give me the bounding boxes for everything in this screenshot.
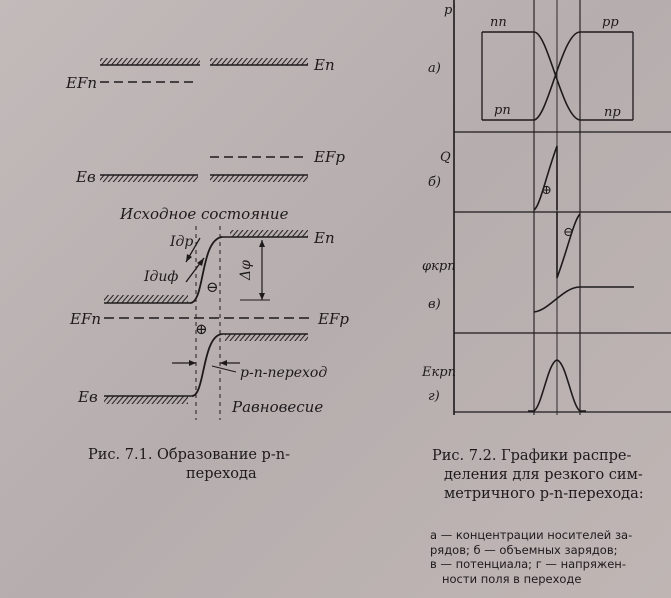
label-b-plus: ⊕ bbox=[541, 183, 552, 198]
fig1-initial-state bbox=[100, 58, 308, 182]
figure-7-2-caption bbox=[432, 447, 668, 504]
label-ef-left-top: EFп bbox=[66, 74, 98, 92]
right-conduction-hatch bbox=[210, 58, 308, 65]
caption2-line1: Рис. 7.2. Графики распре- bbox=[432, 448, 632, 464]
right-valence-hatch bbox=[210, 175, 308, 182]
label-b-minus: ⊖ bbox=[563, 225, 574, 240]
caption1-line1: Рис. 7.1. Образование p-n- bbox=[88, 447, 290, 463]
label-ef-right-eq: EFр bbox=[318, 310, 349, 328]
figure-7-2-legend bbox=[430, 528, 670, 586]
legend-line3: в — потенциала; г — напряжен- bbox=[430, 557, 626, 571]
label-pp: pр bbox=[602, 15, 619, 30]
letter-c: в) bbox=[428, 297, 441, 312]
axis-c: φкрп bbox=[422, 259, 456, 274]
fig1-equilibrium bbox=[104, 226, 312, 420]
figure-7-1-caption bbox=[88, 446, 398, 484]
label-plus-charge: ⊕ bbox=[195, 320, 208, 338]
caption2-line3: метричного p-n-перехода: bbox=[444, 486, 644, 502]
axis-d: Eкрп bbox=[422, 365, 456, 380]
letter-d: г) bbox=[428, 389, 440, 404]
left-conduction-hatch bbox=[100, 58, 200, 65]
letter-a: а) bbox=[428, 61, 441, 76]
label-pn: pп bbox=[494, 103, 511, 118]
legend-line1: а — концентрации носителей за- bbox=[430, 528, 633, 542]
caption1-line2: перехода bbox=[186, 466, 257, 482]
label-delta-phi: Δφ bbox=[238, 260, 254, 280]
label-minus-charge: ⊖ bbox=[206, 278, 219, 296]
label-ec-right-top: Eп bbox=[314, 56, 335, 74]
label-nn: nп bbox=[490, 15, 507, 30]
potential-curve bbox=[534, 287, 634, 312]
label-np: nр bbox=[604, 105, 621, 120]
label-ev-left-eq: Eв bbox=[78, 388, 98, 406]
label-i-dr: Iдр bbox=[170, 234, 194, 250]
label-equilibrium: Равновесие bbox=[232, 398, 324, 416]
label-initial-state: Исходное состояние bbox=[120, 205, 289, 223]
fig2-graphs bbox=[454, 0, 671, 415]
label-ef-right-top: EFр bbox=[314, 148, 345, 166]
letter-b: б) bbox=[428, 175, 442, 190]
axis-a: p' bbox=[444, 3, 456, 18]
left-valence-hatch bbox=[100, 175, 198, 182]
axis-b: Q bbox=[440, 150, 451, 165]
charge-positive bbox=[534, 146, 557, 210]
label-junction: р-п-переход bbox=[240, 365, 328, 381]
caption2-line2: деления для резкого сим- bbox=[444, 467, 643, 483]
label-i-dif: Iдиф bbox=[144, 269, 179, 285]
label-ef-left-eq: EFп bbox=[70, 310, 102, 328]
label-ec-right-eq: Eп bbox=[314, 229, 335, 247]
charge-negative bbox=[557, 212, 580, 278]
legend-line4: ности поля в переходе bbox=[442, 571, 582, 586]
legend-line2: рядов; б — объемных зарядов; bbox=[430, 542, 618, 557]
label-ev-left-top: Eв bbox=[76, 168, 96, 186]
